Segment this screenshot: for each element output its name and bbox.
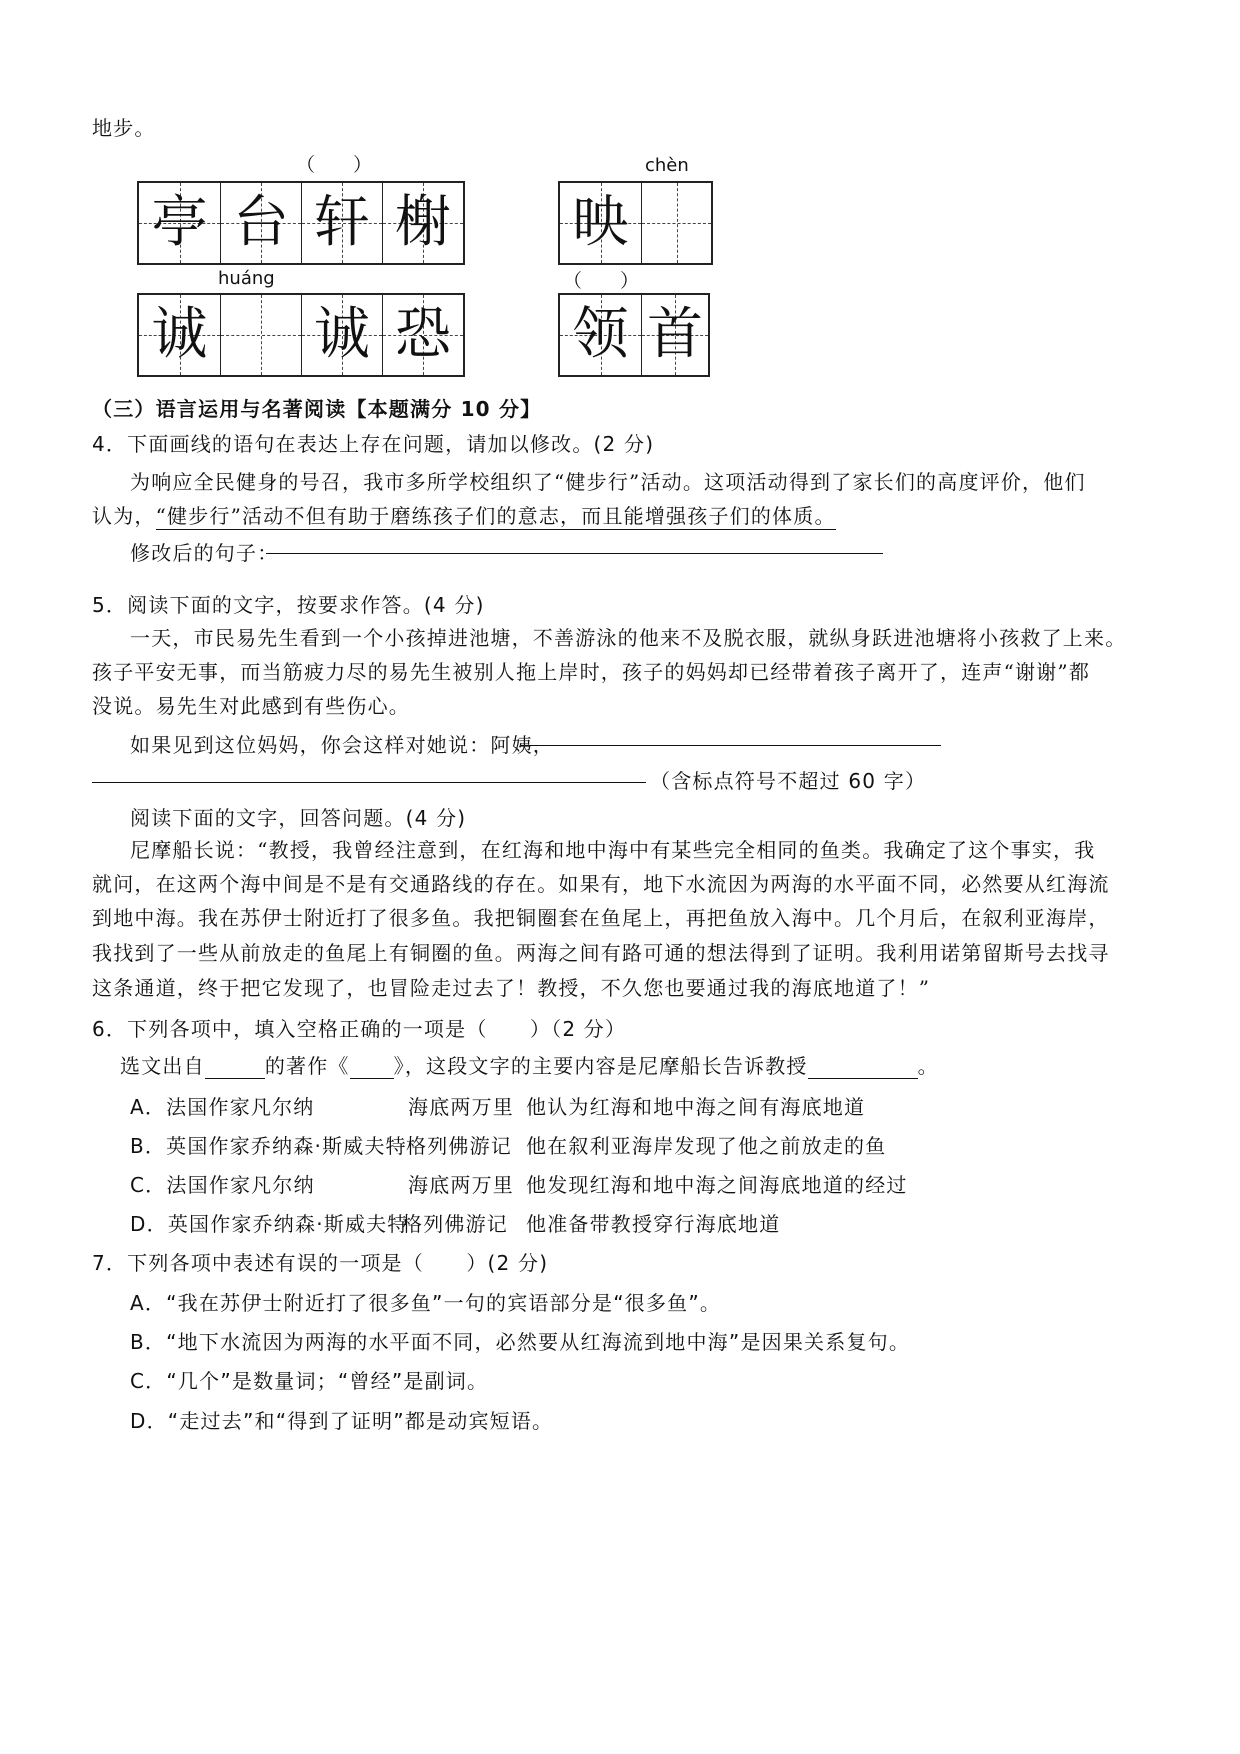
q6-blank-author[interactable] [205, 1056, 265, 1079]
q6-option-b[interactable] [130, 1130, 407, 1159]
q7-option-d[interactable]: D．“走过去”和“得到了证明”都是动宾短语。 [130, 1409, 554, 1433]
q5-prompt: 如果见到这位妈妈，你会这样对她说：阿姨， [130, 733, 554, 757]
option-author: 英国作家乔纳森·斯威夫特 [167, 1212, 409, 1236]
grid3-cell [301, 295, 382, 375]
q6-fill-part3: 》，这段文字的主要内容是尼摩船长告诉教授 [393, 1054, 808, 1078]
q6-option-a[interactable] [130, 1091, 315, 1120]
intro-end-text: 地步。 [92, 116, 156, 140]
q6-option-c-book: 海底两万里 [408, 1173, 514, 1197]
q4-answer-label: 修改后的句子： [130, 541, 279, 565]
option-label: B． [130, 1134, 167, 1158]
q7-stem: 7．下列各项中表述有误的一项是（ ）(2 分) [92, 1251, 549, 1275]
grid1-cell [301, 183, 382, 263]
q5-stem: 5．阅读下面的文字，按要求作答。(4 分) [92, 593, 485, 617]
grid1-char: 轩 [314, 190, 370, 255]
grid1-char: 台 [233, 190, 289, 255]
q5-line: 孩子平安无事，而当筋疲力尽的易先生被别人拖上岸时，孩子的妈妈却已经带着孩子离开了，连声“谢谢”都 [92, 660, 1091, 684]
q6-fill-part1: 选文出自 [120, 1054, 205, 1078]
q6-blank-content[interactable] [808, 1056, 918, 1079]
q6-option-d-content: 他准备带教授穿行海底地道 [526, 1212, 781, 1236]
grid1-cell [220, 183, 301, 263]
grid1-char: 榭 [395, 190, 451, 255]
grid2-cell-blank [641, 183, 711, 263]
reading-line: 就问，在这两个海中间是不是有交通路线的存在。如果有，地下水流因为两海的水平面不同，必然要从红海流 [92, 872, 1110, 896]
q7-option-b[interactable]: B．“地下水流因为两海的水平面不同，必然要从红海流到地中海”是因果关系复句。 [130, 1330, 911, 1354]
grid1-cell [382, 183, 463, 263]
grid2-cell [560, 183, 641, 263]
q5-line: 没说。易先生对此感到有些伤心。 [92, 694, 410, 718]
grid3-char: 诚 [314, 302, 370, 367]
q6-option-a-book: 海底两万里 [408, 1095, 514, 1119]
reading-intro: 阅读下面的文字，回答问题。(4 分) [130, 806, 467, 830]
q7-option-c[interactable]: C．“几个”是数量词；“曾经”是副词。 [130, 1369, 489, 1393]
q6-fill-sentence [120, 1050, 939, 1079]
option-author: 英国作家乔纳森·斯威夫特 [166, 1134, 407, 1158]
option-author: 法国作家凡尔纳 [166, 1173, 315, 1197]
q6-blank-book[interactable] [350, 1056, 394, 1079]
grid1-char: 亭 [151, 190, 208, 255]
grid4-tianzige [558, 293, 710, 377]
q6-option-c-content: 他发现红海和地中海之间海底地道的经过 [526, 1173, 908, 1197]
q4-paragraph-line1: 为响应全民健身的号召，我市多所学校组织了“健步行”活动。这项活动得到了家长们的高度评价，他们 [130, 470, 1086, 494]
q4-underlined-sentence: “健步行”活动不但有助于磨练孩子们的意志，而且能增强孩子们的体质。 [155, 504, 836, 528]
grid1-tianzige [137, 181, 465, 265]
q5-answer-line[interactable] [521, 745, 941, 746]
q6-option-d-book: 格列佛游记 [402, 1212, 508, 1236]
q5-note: （含标点符号不超过 60 字） [650, 769, 927, 793]
option-label: C． [130, 1173, 167, 1197]
grid4-annotation: （ ） [563, 270, 640, 292]
q4-answer-line[interactable] [266, 553, 883, 554]
grid2-tianzige [558, 181, 713, 265]
grid4-char: 领 [572, 302, 629, 367]
q6-option-b-content: 他在叙利亚海岸发现了他之前放走的鱼 [526, 1134, 887, 1158]
q6-option-c[interactable] [130, 1169, 315, 1198]
reading-line: 到地中海。我在苏伊士附近打了很多鱼。我把铜圈套在鱼尾上，再把鱼放入海中。几个月后，在叙利亚海岸， [92, 906, 1110, 930]
q6-option-b-book: 格列佛游记 [406, 1134, 512, 1158]
grid3-tianzige [137, 293, 465, 377]
q4-paragraph-line2 [92, 500, 836, 529]
q6-fill-end: 。 [917, 1054, 939, 1078]
q6-stem: 6．下列各项中，填入空格正确的一项是（ ）（2 分） [92, 1017, 627, 1041]
reading-line: 这条通道，终于把它发现了，也冒险走过去了！教授，不久您也要通过我的海底地道了！” [92, 976, 931, 1000]
grid4-cell [641, 295, 708, 375]
grid3-char: 诚 [151, 302, 208, 367]
grid1-cell [139, 183, 220, 263]
section3-heading: （三）语言运用与名著阅读【本题满分 10 分】 [92, 397, 542, 421]
option-author: 法国作家凡尔纳 [166, 1095, 315, 1119]
q6-option-a-content: 他认为红海和地中海之间有海底地道 [526, 1095, 866, 1119]
grid3-pinyin: huáng [218, 268, 275, 289]
reading-line: 我找到了一些从前放走的鱼尾上有铜圈的鱼。两海之间有路可通的想法得到了证明。我利用诺第留斯号去找寻 [92, 941, 1110, 965]
q5-line: 一天，市民易先生看到一个小孩掉进池塘，不善游泳的他来不及脱衣服，就纵身跃进池塘将小孩救了上来。 [130, 626, 1127, 650]
q6-fill-part2: 的著作《 [264, 1054, 350, 1078]
grid3-cell [382, 295, 463, 375]
grid2-pinyin: chèn [645, 155, 689, 176]
option-label: A． [130, 1095, 167, 1119]
q6-option-d[interactable] [130, 1208, 409, 1237]
grid3-cell [139, 295, 220, 375]
q7-option-a[interactable]: A．“我在苏伊士附近打了很多鱼”一句的宾语部分是“很多鱼”。 [130, 1291, 722, 1315]
q5-answer-line2[interactable] [92, 782, 646, 783]
grid4-char: 首 [647, 302, 703, 367]
option-label: D． [130, 1212, 168, 1236]
reading-line: 尼摩船长说：“教授，我曾经注意到，在红海和地中海中有某些完全相同的鱼类。我确定了这个事实，我 [130, 838, 1096, 862]
grid4-cell [560, 295, 641, 375]
grid3-char: 恐 [395, 302, 451, 367]
q4-stem: 4．下面画线的语句在表达上存在问题，请加以修改。(2 分) [92, 432, 655, 456]
grid2-char: 映 [572, 190, 629, 255]
q4-line2-prefix: 认为， [92, 504, 156, 528]
grid1-annotation: （ ） [296, 154, 373, 176]
grid3-cell-blank [220, 295, 301, 375]
